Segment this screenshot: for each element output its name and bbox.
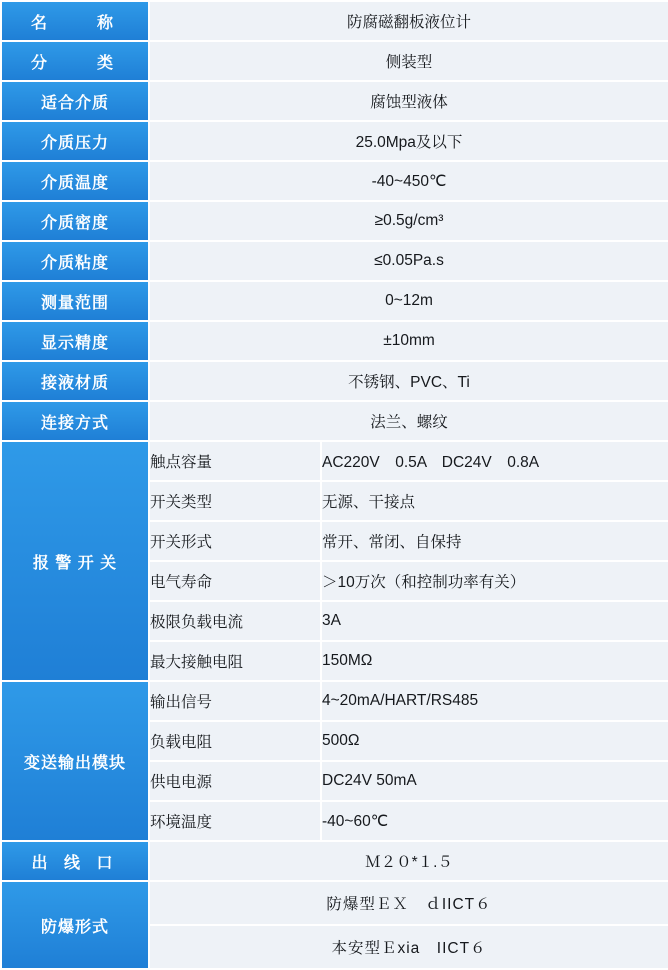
- sub-row-value: AC220V 0.5A DC24V 0.8A: [321, 441, 668, 481]
- table-row: [1, 41, 668, 81]
- row-label: 测量范围: [1, 281, 149, 321]
- table-row: [1, 121, 668, 161]
- table-row: [1, 441, 668, 481]
- transmitter-group-label: 变送输出模块: [1, 681, 149, 841]
- table-row: [1, 81, 668, 121]
- row-label: 分 类: [1, 41, 149, 81]
- sub-row-value: 3A: [321, 601, 668, 641]
- sub-row-label: 环境温度: [149, 801, 321, 841]
- row-label: 连接方式: [1, 401, 149, 441]
- row-value: ≤0.05Pa.s: [149, 241, 668, 281]
- sub-row-label: 触点容量: [149, 441, 321, 481]
- sub-row-value: DC24V 50mA: [321, 761, 668, 801]
- sub-row-value: 常开、常闭、自保持: [321, 521, 668, 561]
- outlet-label: 出 线 口: [1, 841, 149, 881]
- explosion-value: 防爆型ＥＸ ｄIICT６: [149, 881, 668, 925]
- table-row: [1, 241, 668, 281]
- row-label: 介质温度: [1, 161, 149, 201]
- explosion-value: 本安型Ｅxia IICT６: [149, 925, 668, 969]
- row-value: -40~450℃: [149, 161, 668, 201]
- sub-row-label: 负载电阻: [149, 721, 321, 761]
- alarm-group-label: 报 警 开 关: [1, 441, 149, 681]
- table-row: [1, 401, 668, 441]
- explosion-group-label: 防爆形式: [1, 881, 149, 969]
- sub-row-value: 150MΩ: [321, 641, 668, 681]
- sub-row-label: 开关类型: [149, 481, 321, 521]
- row-value: 0~12m: [149, 281, 668, 321]
- sub-row-label: 开关形式: [149, 521, 321, 561]
- row-value: ±10mm: [149, 321, 668, 361]
- row-value: 不锈钢、PVC、Ti: [149, 361, 668, 401]
- row-value: 25.0Mpa及以下: [149, 121, 668, 161]
- row-value: 法兰、螺纹: [149, 401, 668, 441]
- row-label: 介质压力: [1, 121, 149, 161]
- row-label: 介质密度: [1, 201, 149, 241]
- sub-row-label: 最大接触电阻: [149, 641, 321, 681]
- table-row: [1, 1, 668, 41]
- sub-row-label: 极限负载电流: [149, 601, 321, 641]
- row-value: ≥0.5g/cm³: [149, 201, 668, 241]
- table-row: [1, 881, 668, 925]
- sub-row-label: 输出信号: [149, 681, 321, 721]
- sub-row-label: 供电电源: [149, 761, 321, 801]
- row-label: 显示精度: [1, 321, 149, 361]
- sub-row-label: 电气寿命: [149, 561, 321, 601]
- row-value: 侧装型: [149, 41, 668, 81]
- row-label: 接液材质: [1, 361, 149, 401]
- sub-row-value: 500Ω: [321, 721, 668, 761]
- table-row: [1, 201, 668, 241]
- sub-row-value: 无源、干接点: [321, 481, 668, 521]
- table-row: [1, 321, 668, 361]
- table-row: [1, 361, 668, 401]
- outlet-value: Ｍ２０*１.５: [149, 841, 668, 881]
- row-label: 适合介质: [1, 81, 149, 121]
- table-row: [1, 281, 668, 321]
- table-row: [1, 161, 668, 201]
- row-value: 腐蚀型液体: [149, 81, 668, 121]
- sub-row-value: 4~20mA/HART/RS485: [321, 681, 668, 721]
- table-row: [1, 841, 668, 881]
- sub-row-value: -40~60℃: [321, 801, 668, 841]
- table-row: [1, 681, 668, 721]
- row-label: 介质粘度: [1, 241, 149, 281]
- row-value: 防腐磁翻板液位计: [149, 1, 668, 41]
- sub-row-value: ＞10万次（和控制功率有关）: [321, 561, 668, 601]
- row-label: 名 称: [1, 1, 149, 41]
